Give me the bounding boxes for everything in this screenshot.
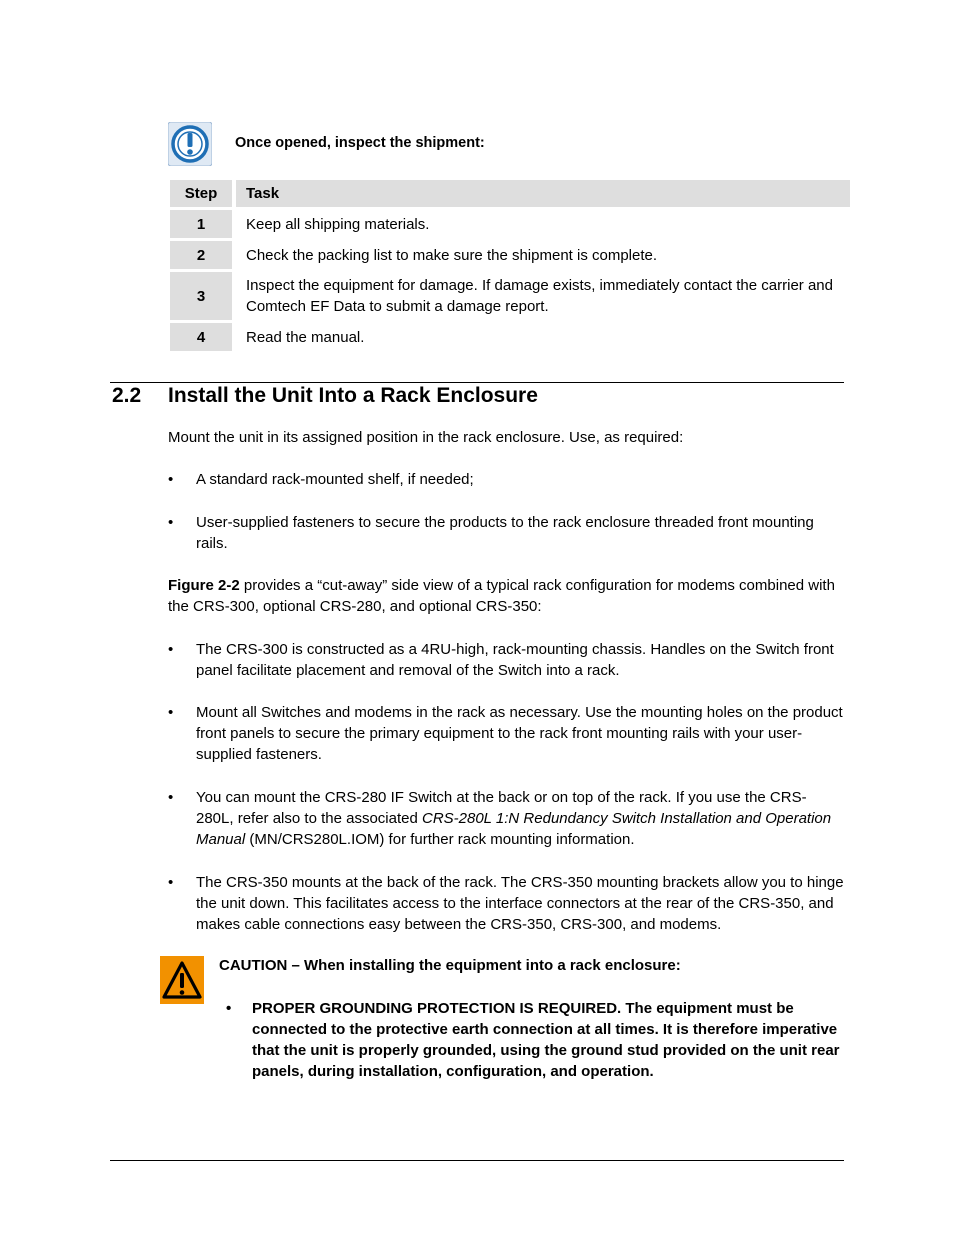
step-number: 1 bbox=[170, 210, 232, 238]
caution-text: PROPER GROUNDING PROTECTION IS REQUIRED. The equipment must be connected to the protective earth connection at all times. It is therefore imperative that the unit is properly grounded, using the ground stud provided on the unit rear panels, during installation, configuration, and operation. bbox=[252, 1000, 840, 1080]
section-title: Install the Unit Into a Rack Enclosure bbox=[168, 384, 538, 407]
table-row bbox=[170, 323, 850, 351]
bullet-dot: • bbox=[168, 789, 174, 806]
section-divider bbox=[110, 382, 844, 383]
table-header-row bbox=[170, 180, 850, 207]
figure-reference: Figure 2-2 bbox=[168, 577, 240, 594]
bullet-dot: • bbox=[168, 471, 174, 488]
task-text: Check the packing list to make sure the shipment is complete. bbox=[246, 246, 658, 264]
task-text: Inspect the equipment for damage. If damage exists, immediately contact the carrier and Comtech EF Data to submit a damage report. bbox=[246, 277, 833, 315]
list-item-text: The CRS-350 mounts at the back of the rack. The CRS-350 mounting brackets allow you to hinge the unit down. This facilitates access to the interface connectors at the rear of the CRS-350, and makes cable connections easy between the CRS-350, CRS-300, and modems. bbox=[196, 874, 844, 933]
manual-title: CRS-280L 1:N Redundancy Switch Installation and Operation Manual bbox=[196, 810, 832, 848]
list-item bbox=[168, 787, 844, 850]
list-item bbox=[168, 639, 844, 681]
footer-divider bbox=[110, 1160, 844, 1161]
bullet-dot: • bbox=[168, 514, 174, 531]
section-number: 2.2 bbox=[112, 384, 142, 407]
task-text: Read the manual. bbox=[246, 328, 365, 346]
intro-paragraph: Mount the unit in its assigned position in the rack enclosure. Use, as required: bbox=[168, 429, 684, 446]
step-number: 2 bbox=[170, 241, 232, 269]
list-item-text: User-supplied fasteners to secure the products to the rack enclosure threaded front mounting rails. bbox=[196, 514, 814, 552]
task-text: Keep all shipping materials. bbox=[246, 215, 430, 233]
notice-icon bbox=[168, 122, 212, 166]
caution-list-item bbox=[226, 998, 846, 1082]
list-item-text: Mount all Switches and modems in the rack as necessary. Use the mounting holes on the product front panels to secure the primary equipment to the rack front mounting rails with your user-supplied fasteners. bbox=[196, 704, 843, 763]
list-item bbox=[168, 872, 844, 935]
caution-title: CAUTION – When installing the equipment into a rack enclosure: bbox=[219, 957, 681, 974]
bullet-dot: • bbox=[168, 704, 174, 721]
list-item bbox=[168, 512, 844, 554]
bullet-dot: • bbox=[168, 641, 174, 658]
list-item-text-part: You can mount the CRS-280 IF Switch at the back or on top of the rack. If you use the CRS-280L, refer also to the associated bbox=[196, 789, 807, 827]
list-item-text: A standard rack-mounted shelf, if needed; bbox=[196, 471, 474, 488]
list-item bbox=[168, 469, 844, 490]
figure-paragraph-text: provides a “cut-away” side view of a typical rack configuration for modems combined with the CRS-300, optional CRS-280, and optional CRS-350: bbox=[168, 577, 835, 615]
task-header: Task bbox=[232, 180, 850, 207]
figure-paragraph bbox=[168, 575, 844, 617]
step-header: Step bbox=[170, 180, 232, 207]
list-item-text bbox=[196, 787, 844, 850]
table-row bbox=[170, 210, 850, 238]
notice-text: Once opened, inspect the shipment: bbox=[235, 135, 485, 151]
step-number: 3 bbox=[170, 272, 232, 320]
bullet-dot: • bbox=[226, 1000, 232, 1017]
warning-triangle-icon bbox=[160, 956, 204, 1004]
step-number: 4 bbox=[170, 323, 232, 351]
list-item bbox=[168, 702, 844, 765]
table-row bbox=[170, 272, 850, 320]
bullet-dot: • bbox=[168, 874, 174, 891]
table-row bbox=[170, 241, 850, 269]
list-item-text: The CRS-300 is constructed as a 4RU-high, rack-mounting chassis. Handles on the Switch front panel facilitate placement and removal of the Switch into a rack. bbox=[196, 641, 834, 679]
step-table bbox=[170, 177, 850, 354]
list-item-text-part: (MN/CRS280L.IOM) for further rack mounting information. bbox=[245, 831, 635, 848]
